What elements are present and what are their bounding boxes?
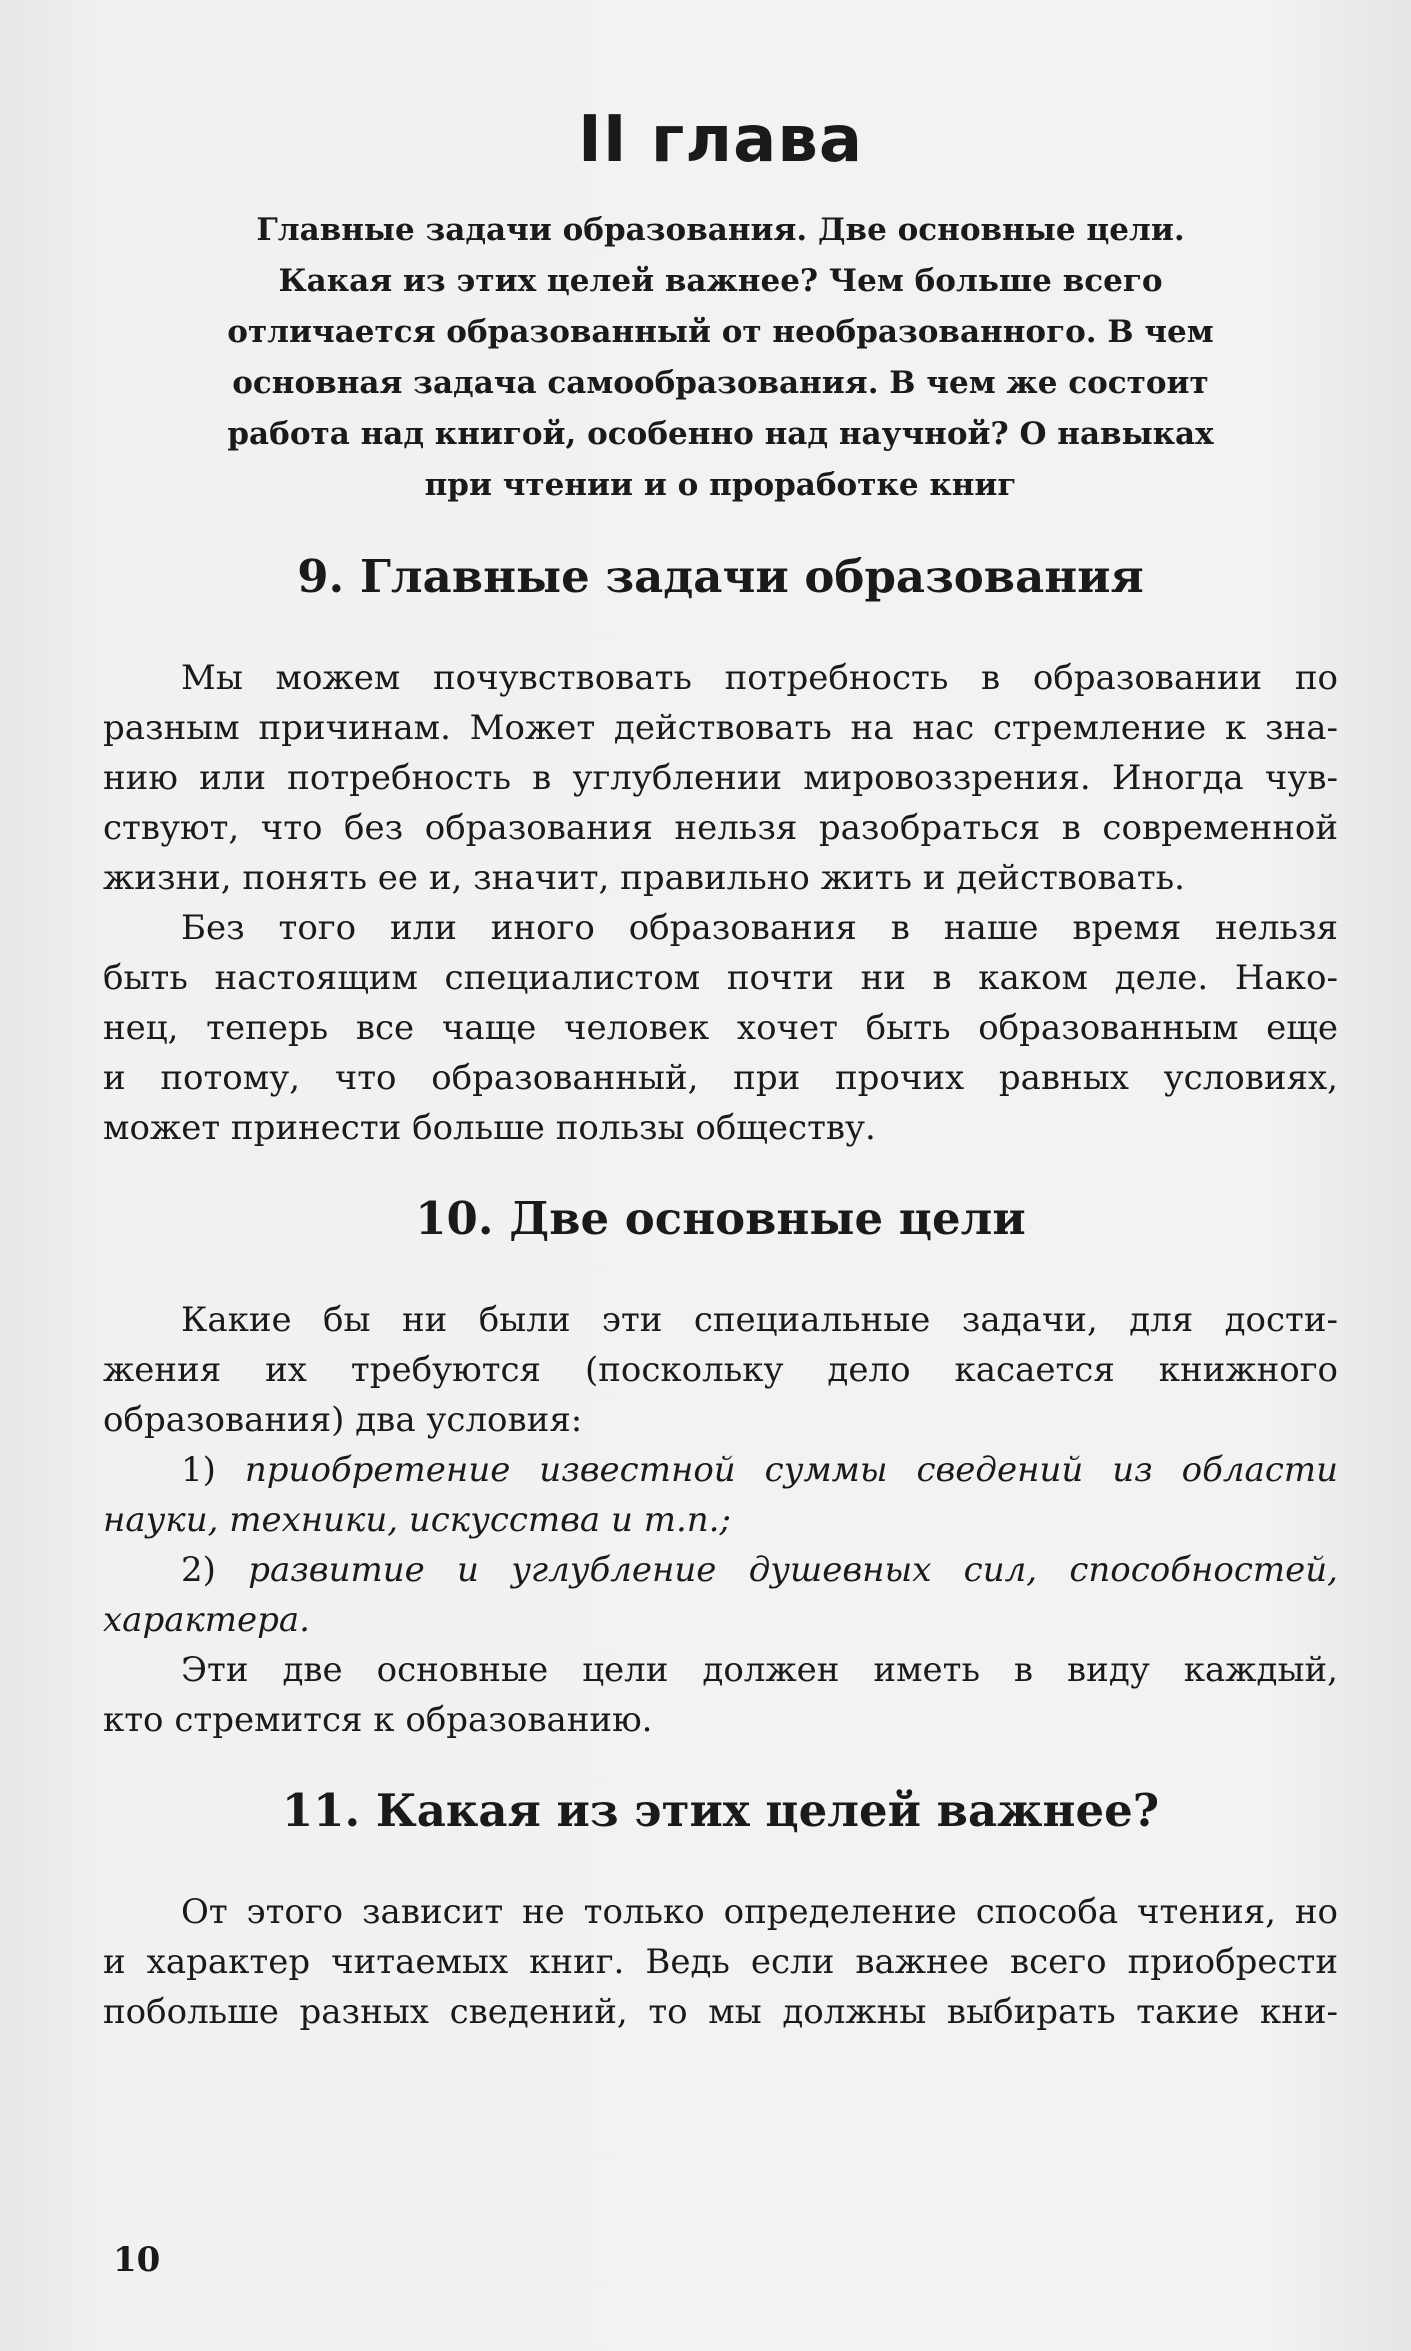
item-text: приобретение известной суммы сведений из области bbox=[244, 1450, 1338, 1490]
summary-line: основная задача самообразования. В чем же состоит bbox=[232, 365, 1209, 401]
list-item bbox=[103, 1545, 1338, 1645]
section-heading-9: 9. Главные задачи образования bbox=[297, 550, 1144, 603]
text-line: Без того или иного образования в наше время нельзя bbox=[181, 908, 1338, 948]
text-line: и характер читаемых книг. Ведь если важнее всего приобрести bbox=[103, 1942, 1338, 1982]
item-number: 1) bbox=[181, 1450, 216, 1490]
item-text: науки, техники, искусства и т.п.; bbox=[103, 1500, 731, 1540]
chapter-summary bbox=[221, 205, 1221, 511]
text-line bbox=[103, 1445, 1338, 1495]
paragraph bbox=[103, 903, 1338, 1153]
page-content bbox=[103, 95, 1338, 2037]
page-number: 10 bbox=[113, 2240, 161, 2280]
chapter-title: II глава bbox=[577, 103, 864, 177]
summary-line: Главные задачи образования. Две основные цели. bbox=[256, 212, 1185, 248]
text-line: может принести больше пользы обществу. bbox=[103, 1108, 876, 1148]
text-line: жизни, понять ее и, значит, правильно жить и действовать. bbox=[103, 858, 1185, 898]
text-line: разным причинам. Может действовать на нас стремление к зна- bbox=[103, 708, 1338, 748]
item-text: развитие и углубление душевных сил, способностей, bbox=[248, 1550, 1338, 1590]
text-line: быть настоящим специалистом почти ни в каком деле. Нако- bbox=[103, 958, 1338, 998]
paragraph bbox=[103, 1295, 1338, 1445]
paragraph bbox=[103, 1887, 1338, 2037]
list-item bbox=[103, 1445, 1338, 1545]
text-line: ствуют, что без образования нельзя разобраться в современной bbox=[103, 808, 1338, 848]
text-line: образования) два условия: bbox=[103, 1400, 583, 1440]
text-line: Мы можем почувствовать потребность в образовании по bbox=[181, 658, 1338, 698]
text-line: нию или потребность в углублении мировоззрения. Иногда чув- bbox=[103, 758, 1338, 798]
text-line: Какие бы ни были эти специальные задачи, для дости- bbox=[181, 1300, 1338, 1340]
section-heading-11: 11. Какая из этих целей важнее? bbox=[281, 1784, 1160, 1837]
section-heading-10: 10. Две основные цели bbox=[415, 1192, 1026, 1245]
summary-line: работа над книгой, особенно над научной? О навыках bbox=[227, 416, 1214, 452]
text-line: жения их требуются (поскольку дело касается книжного bbox=[103, 1350, 1338, 1390]
paragraph bbox=[103, 1645, 1338, 1745]
summary-line: Какая из этих целей важнее? Чем больше всего bbox=[278, 263, 1163, 299]
item-number: 2) bbox=[181, 1550, 216, 1590]
text-line: побольше разных сведений, то мы должны выбирать такие кни- bbox=[103, 1992, 1338, 2032]
text-line: кто стремится к образованию. bbox=[103, 1700, 653, 1740]
item-text: характера. bbox=[103, 1600, 310, 1640]
summary-line: при чтении и о проработке книг bbox=[424, 467, 1017, 503]
text-line: От этого зависит не только определение способа чтения, но bbox=[181, 1892, 1338, 1932]
text-line: нец, теперь все чаще человек хочет быть образованным еще bbox=[103, 1008, 1338, 1048]
text-line bbox=[103, 1495, 1338, 1545]
text-line bbox=[103, 1595, 1338, 1645]
summary-line: отличается образованный от необразованного. В чем bbox=[227, 314, 1214, 350]
text-line bbox=[103, 1545, 1338, 1595]
paragraph bbox=[103, 653, 1338, 903]
text-line: и потому, что образованный, при прочих равных условиях, bbox=[103, 1058, 1338, 1098]
text-line: Эти две основные цели должен иметь в виду каждый, bbox=[181, 1650, 1338, 1690]
